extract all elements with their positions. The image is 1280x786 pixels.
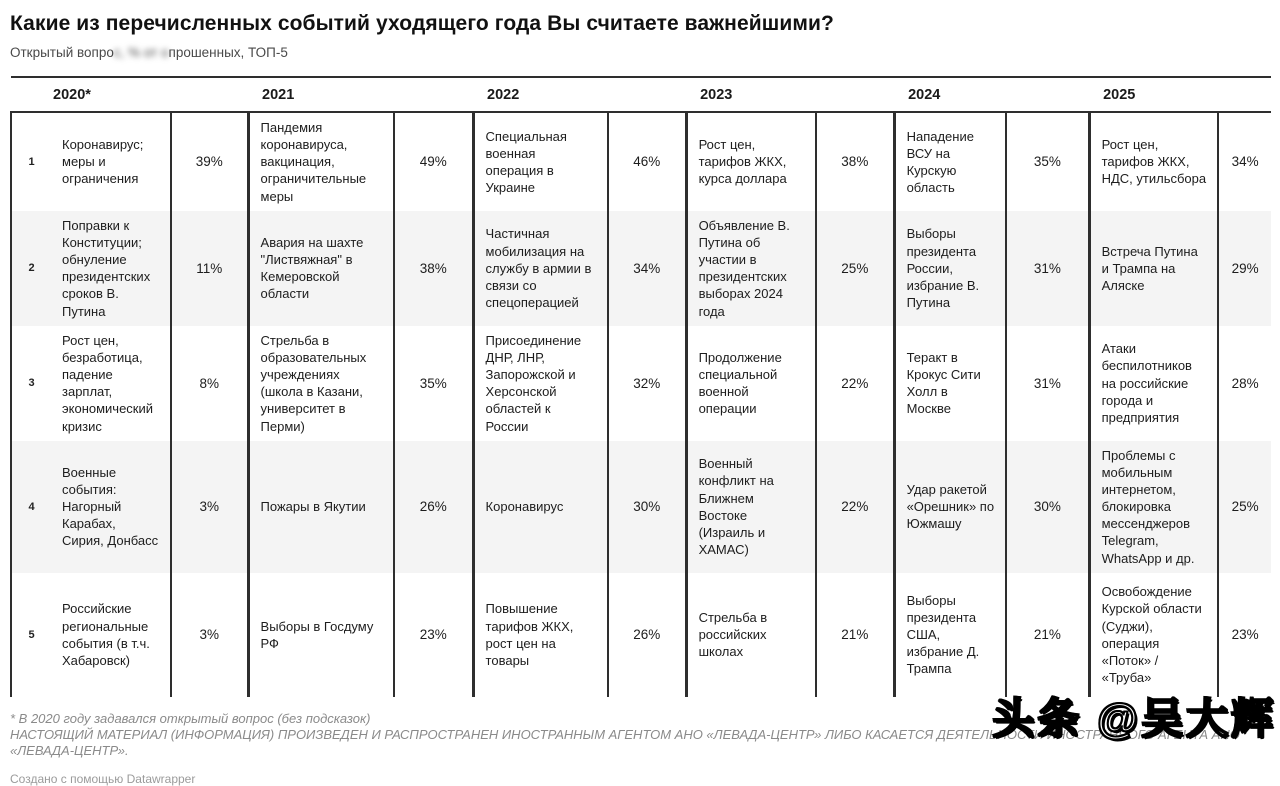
- event-cell: Специальная военная операция в Украине: [473, 112, 608, 211]
- percent-cell: 38%: [394, 211, 473, 326]
- percent-cell: 3%: [171, 573, 248, 697]
- rank-cell: 1: [11, 112, 51, 211]
- rank-cell: 4: [11, 441, 51, 573]
- table-row: [11, 573, 1271, 697]
- event-cell: Теракт в Крокус Сити Холл в Москве: [894, 326, 1006, 441]
- percent-cell: 22%: [816, 326, 894, 441]
- footnote-asterisk: * В 2020 году задавался открытый вопрос (без подсказок): [10, 710, 371, 726]
- event-cell: Стрельба в образовательных учреждениях (школа в Казани, университет в Перми): [248, 326, 394, 441]
- percent-cell: 23%: [394, 573, 473, 697]
- event-cell: Объявление В. Путина об участии в президентских выборах 2024 года: [686, 211, 816, 326]
- event-cell: Пандемия коронавируса, вакцинация, ограничительные меры: [248, 112, 394, 211]
- table-row: [11, 326, 1271, 441]
- event-cell: Нападение ВСУ на Курскую область: [894, 112, 1006, 211]
- event-cell: Освобождение Курской области (Суджи), операция «Поток» / «Труба»: [1089, 573, 1218, 697]
- event-cell: Стрельба в российских школах: [686, 573, 816, 697]
- event-cell: Рост цен, безработица, падение зарплат, экономический кризис: [62, 332, 154, 434]
- event-cell: Выборы президента России, избрание В. Путина: [894, 211, 1006, 326]
- subtitle-redacted: с, % от о: [113, 45, 169, 60]
- event-cell: Военный конфликт на Ближнем Востоке (Израиль и ХАМАС): [686, 441, 816, 573]
- percent-cell: 32%: [608, 326, 686, 441]
- percent-cell: 30%: [608, 441, 686, 573]
- year-header-2022: 2022: [473, 77, 686, 112]
- percent-cell: 25%: [816, 211, 894, 326]
- rank-cell: 3: [11, 326, 51, 441]
- page-title: Какие из перечисленных событий уходящего года Вы считаете важнейшими?: [10, 12, 834, 35]
- percent-cell: 26%: [394, 441, 473, 573]
- event-cell: Повышение тарифов ЖКХ, рост цен на товары: [473, 573, 608, 697]
- event-cell: Выборы в Госдуму РФ: [248, 573, 394, 697]
- events-table: [10, 76, 1271, 697]
- event-cell: Коронавирус; меры и ограничения: [62, 137, 144, 187]
- rank-cell: 2: [11, 211, 51, 326]
- event-cell: Атаки беспилотников на российские города и предприятия: [1089, 326, 1218, 441]
- percent-cell: 22%: [816, 441, 894, 573]
- event-cell: Военные события: Нагорный Карабах, Сирия, Донбасс: [51, 441, 171, 573]
- percent-cell: 35%: [1006, 112, 1089, 211]
- percent-cell: 39%: [171, 112, 248, 211]
- table-row: [11, 211, 1271, 326]
- percent-cell: 35%: [394, 326, 473, 441]
- foreign-agent-notice: НАСТОЯЩИЙ МАТЕРИАЛ (ИНФОРМАЦИЯ) ПРОИЗВЕДЕН И РАСПРОСТРАНЕН ИНОСТРАННЫМ АГЕНТОМ АНО «ЛЕВАДА-ЦЕНТР» ЛИБО КАСАЕТСЯ ДЕЯТЕЛЬНОСТИ ИНОСТРАННОГО АГЕНТА АНО «ЛЕВАДА-ЦЕНТР».: [10, 727, 1240, 759]
- year-header-2023: 2023: [686, 77, 894, 112]
- percent-cell: 21%: [1006, 573, 1089, 697]
- percent-cell: 29%: [1218, 211, 1271, 326]
- event-cell: Продолжение специальной военной операции: [686, 326, 816, 441]
- event-cell: Пожары в Якутии: [248, 441, 394, 573]
- percent-cell: 26%: [608, 573, 686, 697]
- percent-cell: 34%: [608, 211, 686, 326]
- percent-cell: 46%: [608, 112, 686, 211]
- event-cell: Частичная мобилизация на службу в армии в связи со спецоперацией: [473, 211, 608, 326]
- percent-cell: 11%: [171, 211, 248, 326]
- percent-cell: 8%: [171, 326, 248, 441]
- percent-cell: 3%: [171, 441, 248, 573]
- percent-cell: 23%: [1218, 573, 1271, 697]
- event-cell: Коронавирус: [473, 441, 608, 573]
- percent-cell: 28%: [1218, 326, 1271, 441]
- event-cell: Присоединение ДНР, ЛНР, Запорожской и Херсонской областей к России: [473, 326, 608, 441]
- year-header-2021: 2021: [248, 77, 473, 112]
- percent-cell: 38%: [816, 112, 894, 211]
- header-row: [11, 77, 1271, 112]
- event-cell: Рост цен, тарифов ЖКХ, НДС, утильсбора: [1089, 112, 1218, 211]
- event-cell: Встреча Путина и Трампа на Аляске: [1089, 211, 1218, 326]
- percent-cell: 49%: [394, 112, 473, 211]
- event-cell: Выборы президента США, избрание Д. Трампа: [894, 573, 1006, 697]
- event-cell: Поправки к Конституции; обнуление президентских сроков В. Путина: [51, 211, 171, 326]
- datawrapper-attribution: Создано с помощью Datawrapper: [10, 771, 196, 786]
- event-cell: Рост цен, тарифов ЖКХ, курса доллара: [686, 112, 816, 211]
- event-cell: Проблемы с мобильным интернетом, блокировка мессенджеров Telegram, WhatsApp и др.: [1089, 441, 1218, 573]
- year-header-2024: 2024: [894, 77, 1089, 112]
- year-header-2025: 2025: [1089, 77, 1271, 112]
- percent-cell: 31%: [1006, 326, 1089, 441]
- page-subtitle: [10, 45, 1270, 60]
- event-cell: Авария на шахте "Листвяжная" в Кемеровской области: [248, 211, 394, 326]
- percent-cell: 21%: [816, 573, 894, 697]
- percent-cell: 30%: [1006, 441, 1089, 573]
- percent-cell: 25%: [1218, 441, 1271, 573]
- subtitle-suffix: прошенных, ТОП-5: [168, 45, 288, 60]
- event-cell: Удар ракетой «Орешник» по Южмашу: [894, 441, 1006, 573]
- table-row: [11, 112, 1271, 211]
- event-cell: Российские региональные события (в т.ч. Хабаровск): [62, 601, 150, 668]
- watermark: 头条 @吴大辉: [992, 695, 1276, 742]
- percent-cell: 34%: [1218, 112, 1271, 211]
- rank-cell: 5: [11, 573, 51, 697]
- percent-cell: 31%: [1006, 211, 1089, 326]
- subtitle-prefix: Открытый вопро: [10, 45, 114, 60]
- table-row: [11, 441, 1271, 573]
- year-header-2020: 2020*: [11, 77, 248, 112]
